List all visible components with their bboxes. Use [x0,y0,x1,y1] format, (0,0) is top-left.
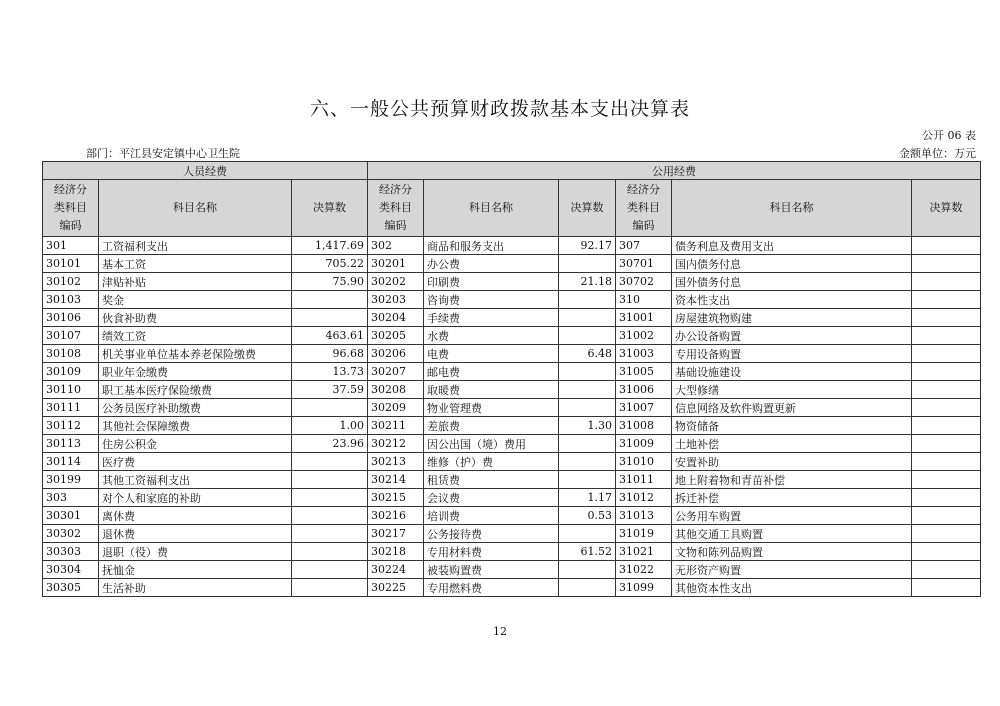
table-row [43,471,981,489]
item-code: 30211 [368,417,424,435]
item-name: 住房公积金 [99,435,292,453]
item-name: 抚恤金 [99,561,292,579]
item-amount [912,273,981,291]
amount-header: 决算数 [292,180,368,237]
item-code: 30109 [43,363,99,381]
table-row [43,255,981,273]
amount-header: 决算数 [559,180,616,237]
item-code: 30209 [368,399,424,417]
item-amount [912,471,981,489]
item-code: 30107 [43,327,99,345]
item-code: 31002 [616,327,672,345]
item-amount [559,291,616,309]
item-name: 其他工资福利支出 [99,471,292,489]
item-amount [912,345,981,363]
item-amount [292,525,368,543]
item-code: 31099 [616,579,672,597]
item-name: 印刷费 [424,273,559,291]
item-name: 因公出国（境）费用 [424,435,559,453]
table-row [43,579,981,597]
item-amount: 92.17 [559,237,616,255]
table-row [43,453,981,471]
table-row [43,381,981,399]
table-row [43,345,981,363]
item-amount [292,471,368,489]
item-amount [292,453,368,471]
table-row [43,507,981,525]
item-code: 30204 [368,309,424,327]
item-amount [292,399,368,417]
item-name: 办公费 [424,255,559,273]
table-row [43,525,981,543]
item-name: 办公设备购置 [672,327,912,345]
table-row [43,363,981,381]
item-name: 其他社会保障缴费 [99,417,292,435]
item-amount [292,507,368,525]
item-amount [292,543,368,561]
item-name: 大型修缮 [672,381,912,399]
item-code: 31008 [616,417,672,435]
item-name: 地上附着物和青苗补偿 [672,471,912,489]
item-code: 30106 [43,309,99,327]
item-code: 30201 [368,255,424,273]
item-code: 30301 [43,507,99,525]
expenditure-table [42,161,981,597]
item-name: 房屋建筑物购建 [672,309,912,327]
item-amount [912,381,981,399]
item-code: 30215 [368,489,424,507]
table-row [43,273,981,291]
item-code: 30701 [616,255,672,273]
item-name: 生活补助 [99,579,292,597]
item-code: 30113 [43,435,99,453]
item-name: 对个人和家庭的补助 [99,489,292,507]
item-amount: 0.53 [559,507,616,525]
item-amount: 61.52 [559,543,616,561]
item-amount [912,579,981,597]
item-name: 物资储备 [672,417,912,435]
item-code: 302 [368,237,424,255]
item-code: 30304 [43,561,99,579]
item-code: 31007 [616,399,672,417]
item-name: 奖金 [99,291,292,309]
item-name: 基本工资 [99,255,292,273]
item-code: 31005 [616,363,672,381]
item-name: 取暖费 [424,381,559,399]
code-header: 经济分 类科目 编码 [616,180,672,237]
department-label: 部门：平江县安定镇中心卫生院 [86,147,240,160]
group-personnel-header: 人员经费 [43,162,368,180]
item-amount: 21.18 [559,273,616,291]
item-code: 31006 [616,381,672,399]
table-row [43,435,981,453]
item-amount [559,471,616,489]
item-amount [912,291,981,309]
name-header: 科目名称 [99,180,292,237]
item-amount: 13.73 [292,363,368,381]
item-code: 31003 [616,345,672,363]
item-name: 退休费 [99,525,292,543]
item-name: 咨询费 [424,291,559,309]
item-name: 基础设施建设 [672,363,912,381]
item-name: 绩效工资 [99,327,292,345]
item-code: 30212 [368,435,424,453]
item-name: 租赁费 [424,471,559,489]
item-amount [912,453,981,471]
item-code: 31013 [616,507,672,525]
item-amount: 37.59 [292,381,368,399]
item-code: 30207 [368,363,424,381]
item-name: 物业管理费 [424,399,559,417]
item-name: 退职（役）费 [99,543,292,561]
item-amount [559,435,616,453]
item-name: 安置补助 [672,453,912,471]
item-code: 301 [43,237,99,255]
item-amount [292,561,368,579]
item-name: 国外债务付息 [672,273,912,291]
item-name: 资本性支出 [672,291,912,309]
item-name: 专用材料费 [424,543,559,561]
item-name: 文物和陈列品购置 [672,543,912,561]
amount-unit-label: 金额单位：万元 [899,147,976,160]
item-code: 30305 [43,579,99,597]
item-amount: 1.17 [559,489,616,507]
item-code: 30108 [43,345,99,363]
item-amount [559,309,616,327]
item-name: 拆迁补偿 [672,489,912,507]
table-row [43,399,981,417]
item-code: 30208 [368,381,424,399]
page-title: 六、一般公共预算财政拨款基本支出决算表 [309,98,690,120]
item-code: 31021 [616,543,672,561]
item-amount [292,309,368,327]
item-name: 专用设备购置 [672,345,912,363]
item-name: 手续费 [424,309,559,327]
item-name: 公务用车购置 [672,507,912,525]
item-code: 30102 [43,273,99,291]
item-name: 无形资产购置 [672,561,912,579]
item-name: 培训费 [424,507,559,525]
item-amount [559,561,616,579]
item-name: 邮电费 [424,363,559,381]
item-amount [912,561,981,579]
item-name: 其他交通工具购置 [672,525,912,543]
item-code: 31019 [616,525,672,543]
item-amount [559,525,616,543]
item-name: 职工基本医疗保险缴费 [99,381,292,399]
item-amount [912,525,981,543]
table-row [43,327,981,345]
item-code: 30214 [368,471,424,489]
item-code: 31011 [616,471,672,489]
item-name: 职业年金缴费 [99,363,292,381]
page-number: 12 [493,625,507,638]
amount-header: 决算数 [912,180,981,237]
item-name: 机关事业单位基本养老保险缴费 [99,345,292,363]
item-amount [292,579,368,597]
item-name: 商品和服务支出 [424,237,559,255]
table-row [43,237,981,255]
item-name: 其他资本性支出 [672,579,912,597]
item-name: 专用燃料费 [424,579,559,597]
table-row [43,543,981,561]
code-header: 经济分 类科目 编码 [368,180,424,237]
item-amount: 96.68 [292,345,368,363]
item-code: 30218 [368,543,424,561]
item-name: 国内债务付息 [672,255,912,273]
form-number: 公开 06 表 [922,129,976,142]
item-amount [912,327,981,345]
table-row [43,561,981,579]
item-amount [559,453,616,471]
item-code: 307 [616,237,672,255]
item-code: 30114 [43,453,99,471]
item-code: 30110 [43,381,99,399]
item-amount: 6.48 [559,345,616,363]
item-name: 离休费 [99,507,292,525]
item-amount [912,507,981,525]
item-name: 会议费 [424,489,559,507]
item-name: 津贴补贴 [99,273,292,291]
item-amount [912,543,981,561]
item-name: 被装购置费 [424,561,559,579]
item-code: 30213 [368,453,424,471]
item-amount: 23.96 [292,435,368,453]
item-name: 工资福利支出 [99,237,292,255]
item-name: 公务员医疗补助缴费 [99,399,292,417]
name-header: 科目名称 [672,180,912,237]
item-code: 30111 [43,399,99,417]
table-row [43,291,981,309]
table-row [43,489,981,507]
item-amount: 75.90 [292,273,368,291]
item-amount [559,363,616,381]
item-name: 维修（护）费 [424,453,559,471]
item-name: 水费 [424,327,559,345]
item-code: 30101 [43,255,99,273]
item-code: 30702 [616,273,672,291]
item-amount: 705.22 [292,255,368,273]
item-amount [912,237,981,255]
item-code: 31001 [616,309,672,327]
item-code: 31022 [616,561,672,579]
item-code: 30206 [368,345,424,363]
item-amount [559,399,616,417]
item-amount [559,327,616,345]
code-header: 经济分 类科目 编码 [43,180,99,237]
table-row [43,309,981,327]
item-code: 30205 [368,327,424,345]
item-amount [559,579,616,597]
item-name: 电费 [424,345,559,363]
item-name: 差旅费 [424,417,559,435]
item-amount: 1,417.69 [292,237,368,255]
item-amount [912,309,981,327]
item-code: 30225 [368,579,424,597]
item-amount [912,255,981,273]
item-amount [912,489,981,507]
item-code: 30224 [368,561,424,579]
item-amount [292,489,368,507]
item-code: 30217 [368,525,424,543]
item-name: 信息网络及软件购置更新 [672,399,912,417]
item-code: 303 [43,489,99,507]
item-name: 公务接待费 [424,525,559,543]
item-code: 30302 [43,525,99,543]
item-name: 医疗费 [99,453,292,471]
group-public-header: 公用经费 [368,162,981,180]
item-amount [912,435,981,453]
item-name: 土地补偿 [672,435,912,453]
item-name: 伙食补助费 [99,309,292,327]
item-code: 30303 [43,543,99,561]
item-name: 债务利息及费用支出 [672,237,912,255]
name-header: 科目名称 [424,180,559,237]
table-row [43,417,981,435]
item-amount: 463.61 [292,327,368,345]
item-code: 310 [616,291,672,309]
item-amount [912,363,981,381]
item-code: 30199 [43,471,99,489]
item-amount [912,399,981,417]
item-amount: 1.00 [292,417,368,435]
item-code: 30203 [368,291,424,309]
item-code: 31009 [616,435,672,453]
item-amount [559,255,616,273]
item-amount [912,417,981,435]
item-amount: 1.30 [559,417,616,435]
item-code: 31012 [616,489,672,507]
item-code: 30216 [368,507,424,525]
item-code: 30103 [43,291,99,309]
item-amount [559,381,616,399]
item-code: 31010 [616,453,672,471]
item-code: 30112 [43,417,99,435]
item-code: 30202 [368,273,424,291]
item-amount [292,291,368,309]
